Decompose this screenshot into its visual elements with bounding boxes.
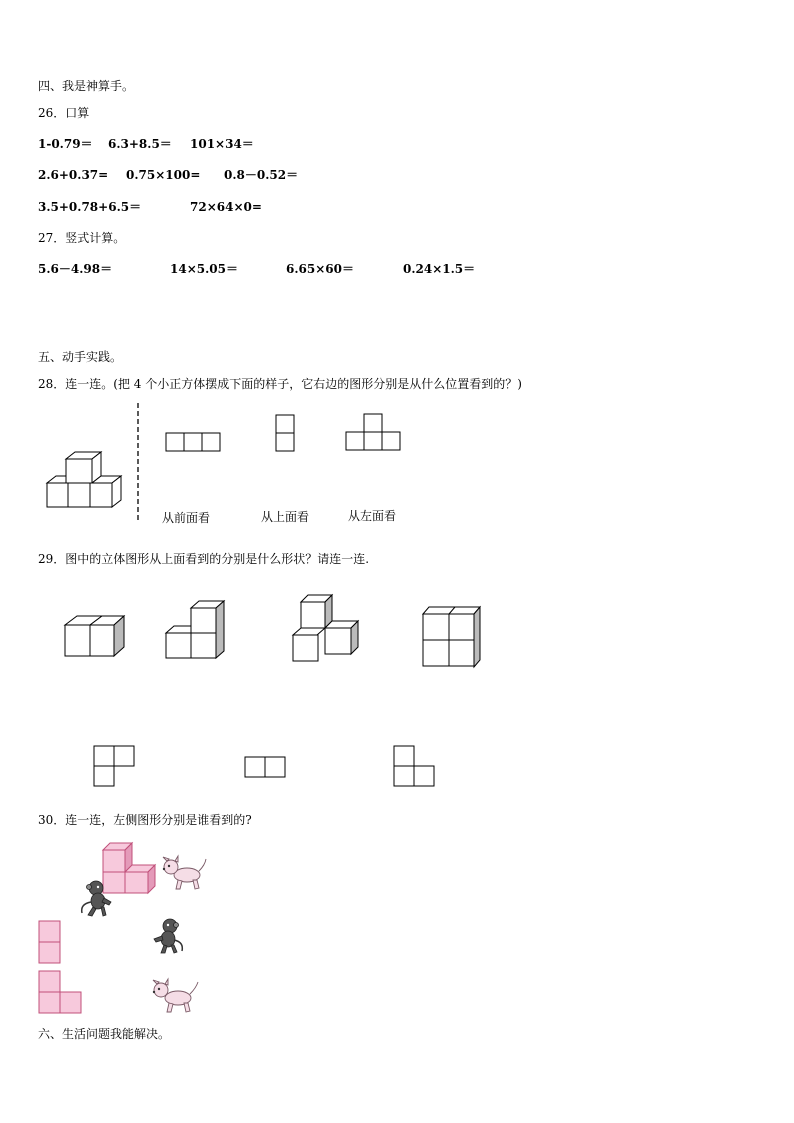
q29-solid-1 bbox=[64, 613, 126, 658]
q29-top-view-1 bbox=[93, 745, 136, 788]
q27-label: 27．竖式计算。 bbox=[38, 231, 126, 245]
q29-top-view-3 bbox=[393, 745, 436, 788]
q26-item: 72×64×0= bbox=[190, 200, 262, 214]
q30-pink-view-l-shape bbox=[38, 970, 83, 1014]
view-label-front: 从前面看 bbox=[162, 511, 211, 525]
q29-solid-2 bbox=[165, 600, 227, 660]
q26-item: 101×34＝ bbox=[190, 137, 254, 151]
q27-item: 6.65×60＝ bbox=[286, 262, 354, 276]
q27-item: 0.24×1.5＝ bbox=[403, 262, 476, 276]
q29-solid-3 bbox=[292, 594, 362, 662]
monkey-icon bbox=[150, 918, 186, 954]
q26-item: 6.3+8.5＝ bbox=[108, 137, 172, 151]
monkey-icon bbox=[78, 880, 116, 918]
q29-solid-4 bbox=[420, 606, 482, 668]
q29-top-view-2 bbox=[244, 756, 286, 778]
q28-text: 28．连一连。(把 4 个小正方体摆成下面的样子，它右边的图形分别是从什么位置看到的？) bbox=[38, 377, 522, 391]
section6-title: 六、生活问题我能解决。 bbox=[38, 1027, 171, 1041]
q30-text: 30．连一连，左侧图形分别是谁看到的? bbox=[38, 813, 252, 827]
dog-icon bbox=[160, 855, 208, 891]
view-label-left: 从左面看 bbox=[348, 509, 397, 523]
q26-item: 1-0.79＝ bbox=[38, 137, 93, 151]
q28-view-t-shape bbox=[345, 413, 402, 452]
q27-item: 5.6－4.98＝ bbox=[38, 262, 113, 276]
section4-title: 四、我是神算手。 bbox=[38, 79, 135, 93]
view-label-top: 从上面看 bbox=[261, 510, 310, 524]
q27-item: 14×5.05＝ bbox=[170, 262, 238, 276]
q26-item: 0.75×100= bbox=[126, 168, 201, 182]
q26-item: 2.6+0.37= bbox=[38, 168, 109, 182]
q26-item: 3.5+0.78+6.5＝ bbox=[38, 200, 142, 214]
q26-label: 26．口算 bbox=[38, 106, 90, 120]
q28-view-two-column bbox=[275, 414, 295, 452]
q29-text: 29．图中的立体图形从上面看到的分别是什么形状？请连一连. bbox=[38, 552, 370, 566]
q26-item: 0.8－0.52＝ bbox=[224, 168, 299, 182]
section5-title: 五、动手实践。 bbox=[38, 350, 123, 364]
q28-view-three-row bbox=[165, 432, 221, 452]
q30-pink-view-column bbox=[38, 920, 62, 964]
dashed-divider bbox=[136, 403, 140, 523]
q28-cube-stack-figure bbox=[44, 450, 126, 512]
dog-icon bbox=[150, 978, 200, 1014]
